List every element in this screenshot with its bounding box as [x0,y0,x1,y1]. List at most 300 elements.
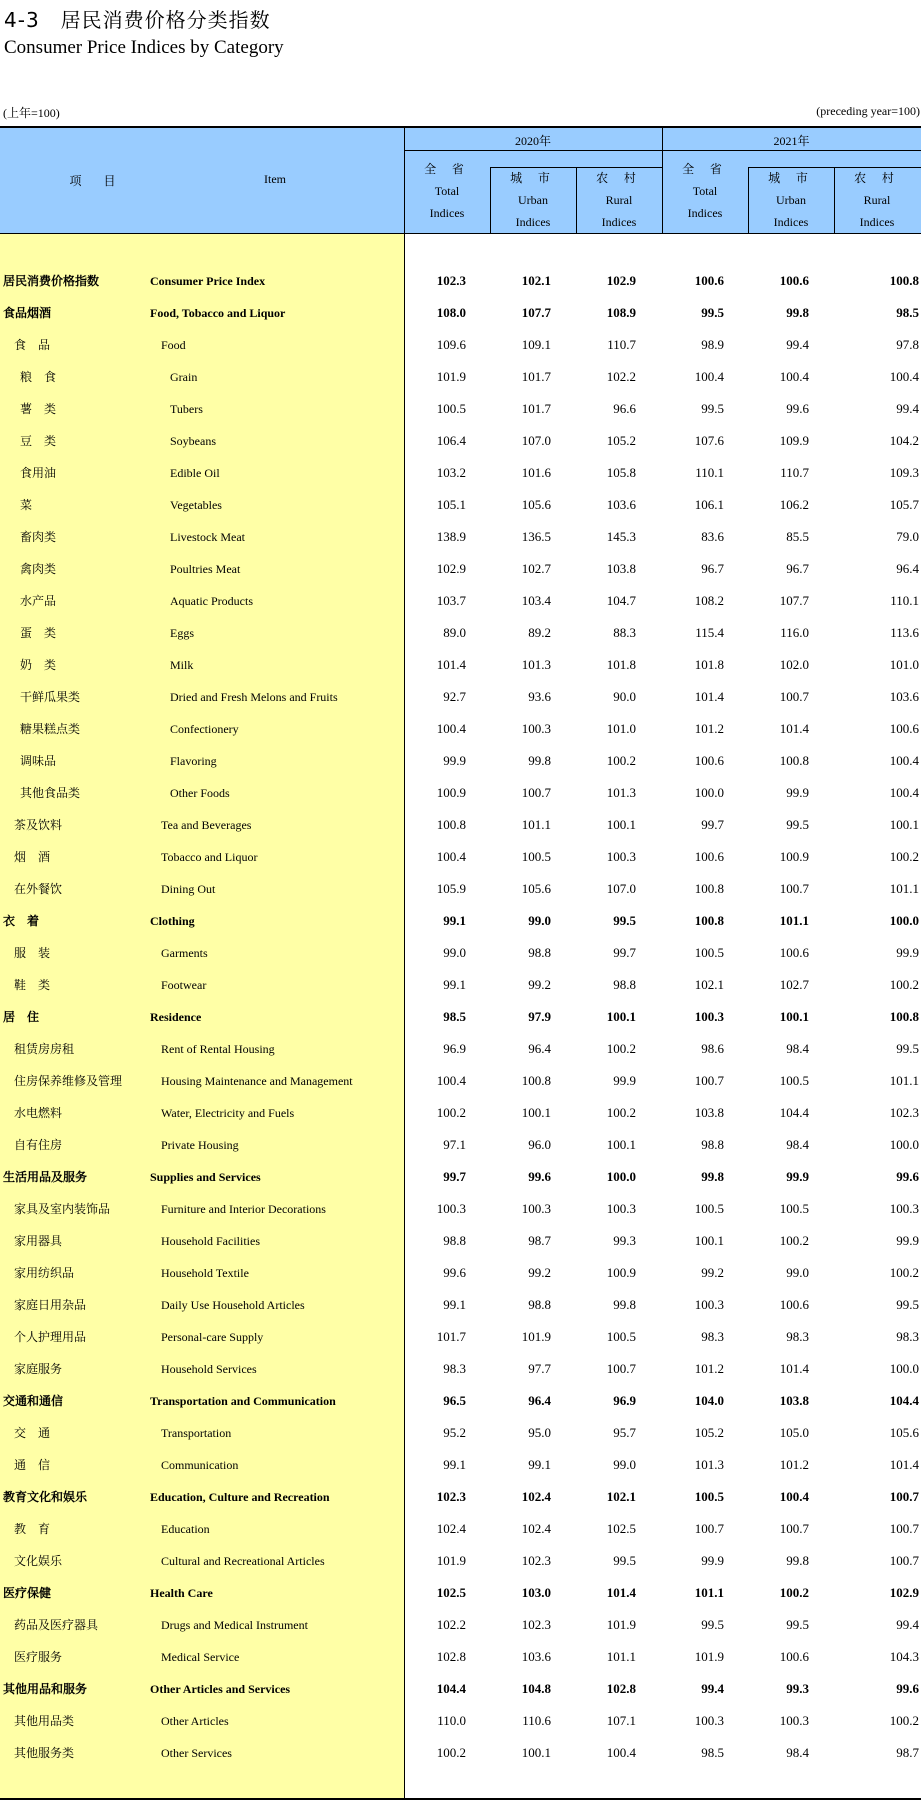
row-value: 105.8 [606,465,636,480]
row-value: 101.9 [436,1553,466,1568]
row-value: 100.7 [779,1521,809,1536]
row-value: 99.7 [443,1169,466,1184]
row-value: 100.6 [779,1297,809,1312]
row-value: 106.1 [694,497,724,512]
row-value: 99.9 [786,1169,809,1184]
row-value: 102.8 [436,1649,466,1664]
row-value: 100.1 [606,817,636,832]
row-value: 107.7 [521,305,551,320]
row-label-cn: 水电燃料 [14,1106,63,1120]
row-label-cn: 禽肉类 [20,562,57,576]
row-value: 98.4 [786,1041,809,1056]
row-value: 99.5 [613,913,636,928]
row-value: 102.9 [436,561,466,576]
row-value: 101.1 [779,913,809,928]
row-value: 103.4 [521,593,551,608]
row-value: 99.2 [701,1265,724,1280]
row-value: 103.6 [521,1649,551,1664]
row-label-en: Soybeans [170,434,216,448]
row-value: 99.5 [613,1553,636,1568]
row-value: 108.0 [436,305,466,320]
row-value: 100.4 [889,369,919,384]
row-label-en: Flavoring [170,754,217,768]
year-underline [404,150,921,151]
row-label-en: Edible Oil [170,466,220,480]
row-value: 99.0 [443,945,466,960]
row-label-en: Medical Service [161,1650,240,1664]
row-value: 101.7 [521,369,551,384]
row-label-cn: 居民消费价格指数 [3,274,100,288]
row-value: 101.1 [694,1585,724,1600]
row-value: 100.0 [889,1137,919,1152]
row-value: 101.4 [436,657,466,672]
row-label-cn: 蛋 类 [20,626,57,640]
row-value: 108.2 [694,593,724,608]
row-label-cn: 家具及室内装饰品 [14,1202,111,1216]
row-value: 100.3 [694,1713,724,1728]
row-value: 98.3 [701,1329,724,1344]
row-value: 100.1 [521,1105,551,1120]
row-value: 100.3 [521,1201,551,1216]
table-row [0,809,921,841]
row-value: 103.8 [779,1393,809,1408]
row-label-en: Clothing [150,914,195,928]
row-value: 95.7 [613,1425,636,1440]
row-value: 96.4 [896,561,919,576]
row-label-en: Supplies and Services [150,1170,261,1184]
row-label-cn: 食 品 [14,338,51,352]
row-label-cn: 生活用品及服务 [3,1170,88,1184]
row-value: 96.7 [701,561,724,576]
row-label-en: Footwear [161,978,207,992]
row-value: 98.8 [613,977,636,992]
row-value: 100.6 [694,849,724,864]
row-value: 96.9 [443,1041,466,1056]
row-value: 100.9 [779,849,809,864]
row-label-cn: 食用油 [20,466,57,480]
table-row [0,297,921,329]
row-value: 99.3 [613,1233,636,1248]
row-value: 102.0 [779,657,809,672]
row-value: 105.1 [436,497,466,512]
row-value: 99.5 [701,401,724,416]
row-label-cn: 薯 类 [20,402,57,416]
table-bottom-rule [0,1798,921,1800]
row-value: 99.6 [443,1265,466,1280]
row-label-cn: 烟 酒 [14,850,51,864]
row-value: 102.5 [606,1521,636,1536]
row-value: 105.7 [889,497,919,512]
row-label-cn: 畜肉类 [20,530,57,544]
table-row [0,425,921,457]
row-value: 100.0 [694,785,724,800]
row-value: 92.7 [443,689,466,704]
row-label-en: Consumer Price Index [150,274,266,288]
row-value: 100.7 [779,689,809,704]
row-value: 98.5 [896,305,919,320]
row-value: 98.7 [528,1233,551,1248]
row-value: 100.2 [889,1713,919,1728]
row-value: 99.6 [786,401,809,416]
col-header-2020-total: 全 省 Total Indices [424,162,470,220]
row-value: 100.5 [436,401,466,416]
row-value: 99.1 [443,913,466,928]
row-value: 101.4 [606,1585,636,1600]
row-value: 110.7 [607,337,636,352]
row-value: 102.2 [606,369,636,384]
row-value: 102.4 [436,1521,466,1536]
row-value: 97.9 [528,1009,551,1024]
row-value: 101.0 [606,721,636,736]
header-item-en: Item [264,172,286,186]
row-value: 100.3 [694,1297,724,1312]
row-value: 99.7 [613,945,636,960]
header-top-rule [0,126,921,128]
row-value: 145.3 [606,529,636,544]
row-value: 101.3 [606,785,636,800]
row-value: 102.8 [606,1681,636,1696]
row-value: 101.7 [521,401,551,416]
row-label-en: Other Services [161,1746,232,1760]
row-value: 98.4 [786,1745,809,1760]
row-value: 100.2 [606,1105,636,1120]
row-label-en: Education, Culture and Recreation [150,1490,330,1504]
row-label-en: Household Textile [161,1266,249,1280]
row-value: 98.5 [701,1745,724,1760]
row-label-en: Daily Use Household Articles [161,1298,305,1312]
row-value: 89.2 [528,625,551,640]
row-label-cn: 住房保养维修及管理 [14,1074,123,1088]
row-value: 101.8 [606,657,636,672]
row-label-en: Milk [170,658,194,672]
row-value: 101.3 [694,1457,724,1472]
row-value: 101.1 [521,817,551,832]
row-value: 99.4 [896,1617,919,1632]
row-value: 99.1 [443,1297,466,1312]
row-label-cn: 鞋 类 [14,978,51,992]
row-label-cn: 衣 着 [3,914,40,928]
row-value: 101.3 [521,657,551,672]
row-value: 107.1 [606,1713,636,1728]
row-value: 100.1 [779,1009,809,1024]
row-value: 99.5 [896,1041,919,1056]
row-label-cn: 其他用品类 [14,1714,75,1728]
row-label-en: Housing Maintenance and Management [161,1074,353,1088]
row-label-cn: 医疗保健 [3,1586,52,1600]
row-value: 110.1 [695,465,724,480]
row-value: 100.1 [606,1009,636,1024]
row-value: 100.7 [521,785,551,800]
row-label-cn: 家用器具 [14,1234,63,1248]
row-value: 96.4 [528,1041,551,1056]
row-value: 107.0 [521,433,551,448]
row-value: 100.1 [889,817,919,832]
table-row [0,649,921,681]
row-value: 105.6 [521,881,551,896]
table-row [0,1545,921,1577]
row-value: 85.5 [786,529,809,544]
row-value: 100.4 [779,1489,809,1504]
row-value: 100.8 [889,1009,919,1024]
row-value: 105.6 [521,497,551,512]
row-value: 100.6 [694,753,724,768]
row-value: 101.4 [694,689,724,704]
row-value: 101.9 [436,369,466,384]
row-label-en: Cultural and Recreational Articles [161,1554,325,1568]
row-value: 136.5 [521,529,551,544]
row-value: 100.2 [436,1745,466,1760]
row-value: 99.9 [701,1553,724,1568]
table-row [0,1417,921,1449]
row-label-cn: 干鲜瓜果类 [20,690,81,704]
row-value: 100.0 [889,1361,919,1376]
row-value: 100.5 [694,1489,724,1504]
row-label-en: Health Care [150,1586,213,1600]
table-row [0,1065,921,1097]
header-year-2020: 2020年 [514,134,551,148]
page-title-cn: 4-3 居民消费价格分类指数 [4,8,271,32]
row-value: 100.5 [694,945,724,960]
row-value: 99.6 [896,1169,919,1184]
table-row [0,1449,921,1481]
row-value: 99.4 [701,1681,724,1696]
row-value: 101.2 [694,1361,724,1376]
row-value: 100.2 [779,1585,809,1600]
row-value: 103.8 [606,561,636,576]
row-value: 100.5 [694,1201,724,1216]
table-row [0,1257,921,1289]
row-label-cn: 粮 食 [20,370,57,384]
row-label-en: Other Articles [161,1714,229,1728]
row-value: 100.8 [521,1073,551,1088]
row-label-en: Communication [161,1458,239,1472]
row-value: 100.4 [694,369,724,384]
row-label-en: Private Housing [161,1138,239,1152]
row-label-en: Garments [161,946,208,960]
row-label-cn: 其他食品类 [20,786,81,800]
row-value: 100.6 [889,721,919,736]
row-value: 102.3 [436,273,466,288]
row-label-cn: 奶 类 [20,658,57,672]
row-value: 100.6 [779,273,809,288]
row-label-en: Food [161,338,186,352]
table-row [0,1033,921,1065]
row-value: 95.0 [528,1425,551,1440]
row-value: 99.5 [701,305,724,320]
table-row [0,1481,921,1513]
row-value: 102.3 [521,1617,551,1632]
table-row [0,489,921,521]
row-value: 98.8 [528,1297,551,1312]
row-value: 99.5 [896,1297,919,1312]
row-value: 98.3 [786,1329,809,1344]
table-row [0,713,921,745]
row-value: 109.3 [889,465,919,480]
row-value: 109.9 [779,433,809,448]
row-value: 100.5 [606,1329,636,1344]
row-value: 100.5 [521,849,551,864]
row-value: 102.3 [436,1489,466,1504]
row-value: 100.9 [606,1265,636,1280]
row-value: 104.0 [694,1393,724,1408]
row-value: 107.0 [606,881,636,896]
row-label-en: Education [161,1522,210,1536]
col-header-2020-rural: 农 村 Rural Indices [596,171,642,229]
row-value: 102.7 [779,977,809,992]
row-value: 102.9 [889,1585,919,1600]
row-value: 90.0 [613,689,636,704]
row-value: 100.3 [779,1713,809,1728]
table-row [0,1289,921,1321]
row-value: 99.8 [528,753,551,768]
row-value: 100.1 [606,1137,636,1152]
row-label-cn: 交通和通信 [3,1394,64,1408]
row-value: 99.9 [896,945,919,960]
table-row [0,393,921,425]
row-value: 102.1 [521,273,551,288]
row-label-cn: 药品及医疗器具 [14,1618,99,1632]
row-label-cn: 家庭日用杂品 [14,1298,87,1312]
table-body [0,265,921,1769]
row-label-en: Transportation [161,1426,232,1440]
row-label-cn: 自有住房 [14,1138,63,1152]
row-label-en: Poultries Meat [170,562,241,576]
row-label-en: Household Services [161,1362,257,1376]
row-value: 99.8 [613,1297,636,1312]
row-value: 96.5 [443,1393,466,1408]
table-row [0,873,921,905]
table-row [0,329,921,361]
row-value: 103.6 [889,689,919,704]
row-label-en: Grain [170,370,198,384]
row-value: 99.6 [528,1169,551,1184]
row-value: 99.1 [443,977,466,992]
row-label-cn: 糖果糕点类 [20,722,81,736]
row-value: 98.8 [701,1137,724,1152]
row-value: 101.2 [779,1457,809,1472]
row-value: 116.0 [780,625,809,640]
table-row [0,905,921,937]
row-value: 100.4 [779,369,809,384]
row-label-en: Tea and Beverages [161,818,252,832]
row-label-en: Livestock Meat [170,530,245,544]
row-value: 100.7 [889,1489,919,1504]
row-value: 100.1 [694,1233,724,1248]
row-label-cn: 教 育 [14,1522,51,1536]
table-row [0,1001,921,1033]
row-label-en: Personal-care Supply [161,1330,264,1344]
col-header-2021-rural: 农 村 Rural Indices [854,171,900,229]
row-label-en: Tobacco and Liquor [161,850,258,864]
row-value: 110.6 [522,1713,551,1728]
row-value: 104.4 [889,1393,919,1408]
row-value: 102.3 [521,1553,551,1568]
row-value: 100.7 [606,1361,636,1376]
col-header-2021-total: 全 省 Total Indices [682,162,728,220]
row-value: 97.8 [896,337,919,352]
table-row [0,585,921,617]
row-value: 93.6 [528,689,551,704]
row-value: 102.2 [436,1617,466,1632]
row-value: 100.2 [889,1265,919,1280]
row-value: 101.9 [606,1617,636,1632]
row-value: 100.5 [779,1073,809,1088]
row-value: 102.3 [889,1105,919,1120]
row-value: 99.9 [786,785,809,800]
row-value: 99.6 [896,1681,919,1696]
row-value: 79.0 [896,529,919,544]
row-value: 98.3 [443,1361,466,1376]
row-value: 100.8 [694,881,724,896]
table-row [0,1641,921,1673]
row-value: 103.8 [694,1105,724,1120]
row-value: 99.3 [786,1681,809,1696]
table-row [0,1705,921,1737]
row-value: 102.9 [606,273,636,288]
row-value: 98.8 [528,945,551,960]
row-value: 100.0 [889,913,919,928]
row-value: 100.8 [694,913,724,928]
row-label-en: Other Articles and Services [150,1682,291,1696]
col-header-2021-urban: 城 市 Urban Indices [768,171,814,229]
row-label-en: Furniture and Interior Decorations [161,1202,326,1216]
table-row [0,361,921,393]
table-row [0,1193,921,1225]
row-value: 100.8 [889,273,919,288]
row-value: 104.8 [521,1681,551,1696]
row-value: 88.3 [613,625,636,640]
row-value: 101.4 [889,1457,919,1472]
row-value: 100.7 [889,1553,919,1568]
row-value: 99.8 [786,305,809,320]
row-value: 100.8 [436,817,466,832]
row-label-cn: 交 通 [14,1426,51,1440]
table-row [0,1609,921,1641]
row-value: 101.1 [889,1073,919,1088]
row-value: 98.4 [786,1137,809,1152]
row-label-cn: 个人护理用品 [14,1330,87,1344]
row-value: 102.1 [694,977,724,992]
row-label-en: Vegetables [170,498,222,512]
row-value: 98.5 [443,1009,466,1024]
row-value: 109.1 [521,337,551,352]
row-value: 99.1 [443,1457,466,1472]
table-row [0,1513,921,1545]
table-row [0,265,921,297]
table-row [0,969,921,1001]
table-row [0,1321,921,1353]
row-value: 100.2 [889,849,919,864]
row-value: 100.2 [606,753,636,768]
row-value: 100.7 [779,881,809,896]
row-value: 97.1 [443,1137,466,1152]
row-value: 105.0 [779,1425,809,1440]
row-value: 101.4 [779,721,809,736]
row-value: 110.7 [780,465,809,480]
row-label-cn: 文化娱乐 [14,1554,63,1568]
row-value: 100.4 [889,753,919,768]
row-label-cn: 通 信 [14,1458,51,1472]
row-value: 138.9 [436,529,466,544]
row-label-en: Water, Electricity and Fuels [161,1106,295,1120]
row-value: 96.7 [786,561,809,576]
row-label-en: Dining Out [161,882,216,896]
row-value: 99.5 [786,817,809,832]
header-year-2021: 2021年 [773,134,810,148]
row-value: 99.7 [701,817,724,832]
row-value: 110.0 [437,1713,466,1728]
header-item-cn: 项 目 [69,174,121,188]
